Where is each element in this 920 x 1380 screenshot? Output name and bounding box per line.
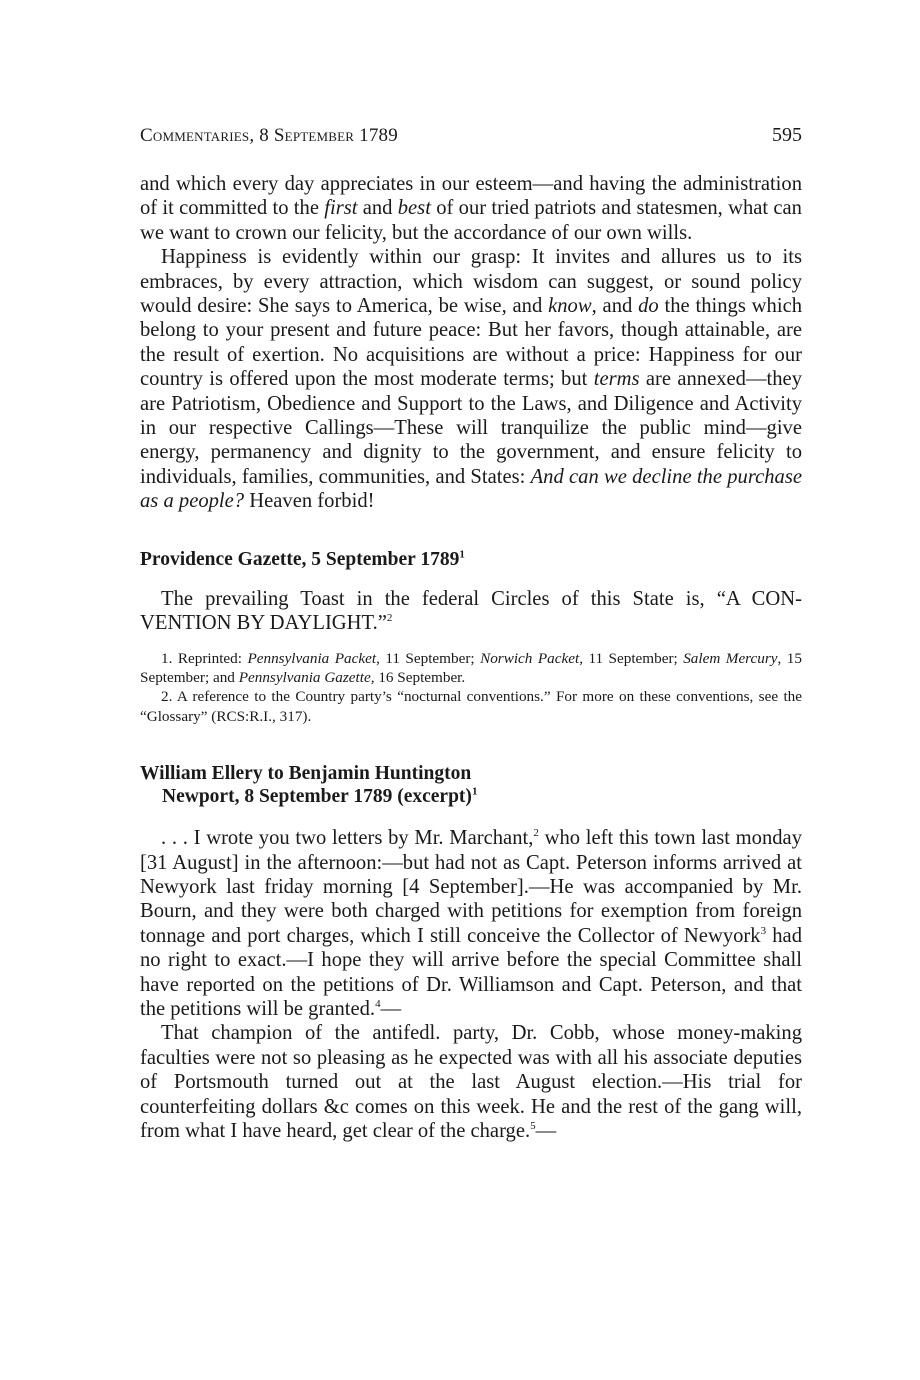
page-number: 595	[772, 124, 802, 146]
text-run: of our tried patriots and statesmen, what can we want to crown our felicity, but the accordance of our own wills.	[140, 197, 802, 244]
text-run: Heaven forbid!	[244, 490, 375, 513]
text-run: , 11 September;	[579, 649, 684, 667]
italic-run: best	[397, 197, 431, 220]
text-run: 1. Reprinted:	[161, 649, 248, 667]
section-heading-ellery-dateline	[140, 785, 802, 808]
footnote-ref: 2	[386, 612, 393, 625]
italic-run: first	[324, 197, 358, 220]
italic-run: do	[638, 295, 659, 318]
italic-run: Pennsylvania Gazette	[238, 668, 371, 686]
text-run: The prevailing Toast in the federal Circles of this State is, “A CONVENTION BY DAYLIGHT.”	[140, 587, 802, 635]
text-run: , 11 September;	[376, 649, 481, 667]
text-run: and which every day appreciates in our esteem—and having the administration of it committed to the	[140, 173, 802, 220]
footnote-ref: 5	[530, 1120, 536, 1133]
page-body	[140, 172, 802, 1143]
footnote-ref: 4	[375, 998, 381, 1011]
footnote-1	[140, 649, 802, 688]
footnote-2: 2. A reference to the Country party’s “nocturnal conventions.” For more on these conventions, see the “Glossary” (RCS:R.I., 317).	[140, 688, 802, 725]
footnote-ref: 2	[533, 827, 539, 840]
text-run: . . . I wrote you two letters by Mr. Marchant,	[161, 827, 534, 850]
paragraph-toast	[140, 587, 802, 636]
text-run: That champion of the antifedl. party, Dr. Cobb, whose money-making faculties were not so pleasing as he expected was with all his associate deputies of Portsmouth turned out at the last August election.—His trial for counterfeiting dollars &c comes on this week. He and the rest of the gang will, from what I have heard, get clear of the charge.	[140, 1022, 802, 1142]
text-run: —	[380, 997, 402, 1020]
running-head: Commentaries, 8 September 1789	[140, 125, 398, 146]
section-heading-providence-gazette	[140, 548, 802, 571]
page-header	[140, 124, 802, 147]
text-run: , 15 September; and	[140, 649, 802, 686]
heading-line-1: William Ellery to Benjamin Huntington	[140, 763, 472, 785]
text-run: and	[357, 197, 398, 220]
text-run: , and	[591, 295, 639, 318]
text-run: who left this town last monday [31 August] in the afternoon:—but had not as Capt. Peterson informs arrived at Newyork last friday morning [4 September].—He was accompanied by Mr. Bourn, and they were both charged with petitions for exemption from foreign tonnage and port charges, which I still conceive the Collector of Newyork	[140, 827, 802, 947]
text-run: the things which belong to your present and future peace: But her favors, though attainable, are the result of exertion. No acquisitions are without a price: Happiness for our country is offered upon the most moderate terms; but	[140, 295, 803, 391]
italic-run: terms	[593, 368, 640, 391]
text-run: —	[535, 1120, 557, 1142]
paragraph-cobb	[140, 1021, 802, 1143]
italic-run: Norwich Packet	[480, 649, 580, 667]
italic-run: know	[548, 295, 592, 318]
text-run: Happiness is evidently within our grasp: It invites and allures us to its embraces, by every attraction, which wisdom can suggest, or sound policy would desire: She says to America, be wise, and	[140, 246, 802, 318]
italic-run: Salem Mercury	[683, 649, 778, 667]
footnote-ref: 3	[760, 924, 767, 937]
section-heading-ellery-letter	[140, 762, 802, 785]
heading-line-2: Newport, 8 September 1789 (excerpt)	[162, 786, 472, 808]
text-run: , 16 September.	[370, 668, 466, 686]
text-run: had no right to exact.—I hope they will arrive before the special Committee shall have reported on the petitions of Dr. Williamson and Capt. Peterson, and that the petitions will be granted.	[140, 924, 802, 1020]
heading-text: Providence Gazette, 5 September 1789	[140, 548, 460, 570]
footnote-ref: 1	[471, 785, 478, 798]
paragraph-continued	[140, 172, 802, 245]
paragraph-happiness	[140, 245, 802, 513]
italic-run: Pennsylvania Packet	[247, 649, 377, 667]
text-run: are annexed—they are Patriotism, Obedience and Support to the Laws, and Diligence and Activity in our respective Callings—These will tranquilize the public mind—give energy, permanency and dignity to the government, and ensure felicity to individuals, families, communities, and States:	[140, 368, 802, 488]
footnote-ref: 1	[459, 548, 465, 561]
italic-run: And can we decline the purchase as a people?	[140, 465, 802, 513]
paragraph-letters	[140, 826, 802, 1021]
